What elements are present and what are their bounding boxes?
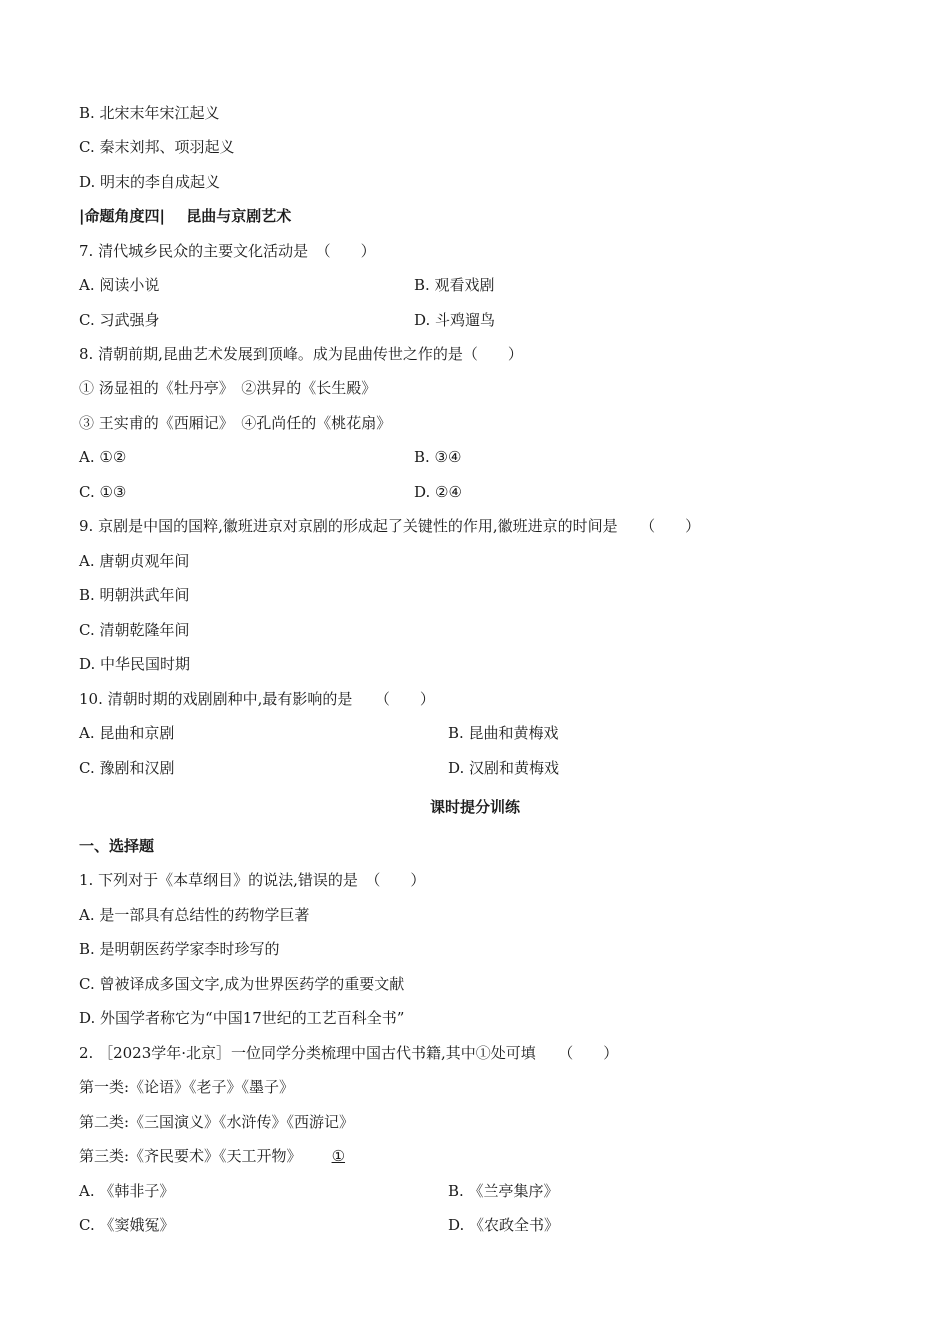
q9-option-c: C. 清朝乾隆年间 [79,621,190,639]
q9-option-a: A. 唐朝贞观年间 [79,552,190,570]
q10-option-a: A. 昆曲和京剧 [79,724,175,742]
q10-option-c: C. 豫剧和汉剧 [79,759,175,777]
q8-option-b: B. ③④ [414,448,462,466]
t1-option-d: D. 外国学者称它为“中国17世纪的工艺百科全书” [79,1009,405,1027]
t2-option-d: D. 《农政全书》 [448,1216,560,1234]
t1-option-b: B. 是明朝医药学家李时珍写的 [79,940,280,958]
q7-option-a: A. 阅读小说 [79,276,160,294]
t2-option-c: C. 《窦娥冤》 [79,1216,175,1234]
t2-category-3-text: 第三类:《齐民要术》《天工开物》 [79,1147,302,1165]
q7-option-c: C. 习武强身 [79,311,160,329]
t2-stem: 2. ［2023学年·北京］一位同学分类梳理中国古代书籍,其中①处可填 （ ） [79,1044,619,1062]
t2-category-1: 第一类:《论语》《老子》《墨子》 [79,1078,295,1096]
q10-stem: 10. 清朝时期的戏剧剧种中,最有影响的是 （ ） [79,690,435,708]
section4-title: 命题角度四 [84,207,160,225]
q7-option-b: B. 观看戏剧 [414,276,495,294]
section4-bar-right: | [159,207,165,225]
q10-option-b: B. 昆曲和黄梅戏 [448,724,559,742]
q6-option-d: D. 明末的李自成起义 [79,173,221,191]
t2-option-a: A. 《韩非子》 [79,1182,175,1200]
section4-heading [79,206,291,226]
t2-category-3 [79,1146,345,1166]
section4-subtitle: 昆曲与京剧艺术 [186,207,292,225]
q9-stem: 9. 京剧是中国的国粹,徽班进京对京剧的形成起了关键性的作用,徽班进京的时间是 （ ） [79,517,701,535]
q6-option-c: C. 秦末刘邦、项羽起义 [79,138,235,156]
t1-stem: 1. 下列对于《本草纲目》的说法,错误的是 （ ） [79,871,426,889]
q8-items-line1: ① 汤显祖的《牡丹亭》 ②洪昇的《长生殿》 [79,379,377,397]
q6-option-b: B. 北宋末年宋江起义 [79,104,220,122]
q9-option-d: D. 中华民国时期 [79,655,191,673]
part1-heading: 一、选择题 [79,837,155,855]
q8-items-line2: ③ 王实甫的《西厢记》 ④孔尚任的《桃花扇》 [79,414,392,432]
q9-option-b: B. 明朝洪武年间 [79,586,190,604]
q8-stem: 8. 清朝前期,昆曲艺术发展到顶峰。成为昆曲传世之作的是（ ） [79,345,523,363]
section4-bar-left: | [79,207,85,225]
training-heading: 课时提分训练 [429,798,520,816]
q7-option-d: D. 斗鸡遛鸟 [414,311,496,329]
q8-option-c: C. ①③ [79,483,127,501]
q8-option-a: A. ①② [79,448,127,466]
q7-stem: 7. 清代城乡民众的主要文化活动是 （ ） [79,242,376,260]
q10-option-d: D. 汉剧和黄梅戏 [448,759,560,777]
t2-option-b: B. 《兰亭集序》 [448,1182,559,1200]
t1-option-c: C. 曾被译成多国文字,成为世界医药学的重要文献 [79,975,405,993]
t2-blank: ① [331,1147,346,1165]
t2-category-2: 第二类:《三国演义》《水浒传》《西游记》 [79,1113,355,1131]
q8-option-d: D. ②④ [414,483,462,501]
t1-option-a: A. 是一部具有总结性的药物学巨著 [79,906,310,924]
